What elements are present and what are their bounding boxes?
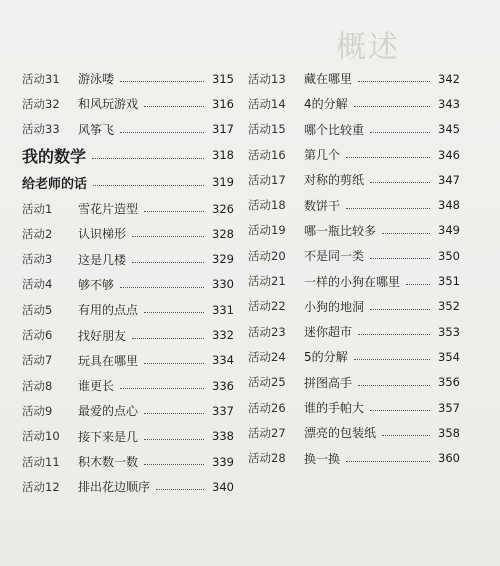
dot-leader bbox=[406, 284, 430, 285]
activity-title: 一样的小狗在哪里 bbox=[304, 274, 401, 289]
activity-number: 活动8 bbox=[22, 378, 53, 393]
page-number: 346 bbox=[438, 147, 460, 162]
activity-number: 活动20 bbox=[248, 248, 286, 263]
activity-number: 活动9 bbox=[22, 403, 53, 418]
section-title: 我的数学 bbox=[22, 146, 87, 166]
toc-entry bbox=[248, 370, 460, 395]
page-number: 354 bbox=[438, 349, 460, 364]
page-number: 349 bbox=[438, 223, 460, 238]
activity-title: 找好朋友 bbox=[78, 328, 127, 343]
activity-number: 活动26 bbox=[248, 400, 286, 415]
toc-entry bbox=[248, 117, 460, 142]
page-number: 353 bbox=[438, 324, 460, 339]
page-number: 345 bbox=[438, 122, 460, 137]
activity-number: 活动32 bbox=[22, 96, 60, 111]
activity-title: 游泳喽 bbox=[78, 72, 115, 87]
dot-leader bbox=[370, 258, 430, 259]
dot-leader bbox=[132, 338, 204, 339]
dot-leader bbox=[346, 461, 430, 462]
activity-number: 活动21 bbox=[248, 274, 286, 289]
page-number: 330 bbox=[212, 277, 234, 292]
activity-title: 玩具在哪里 bbox=[78, 353, 139, 368]
dot-leader bbox=[144, 106, 204, 107]
activity-title: 积木数一数 bbox=[78, 455, 139, 469]
activity-title: 接下来是几 bbox=[78, 429, 139, 444]
toc-entry bbox=[248, 218, 460, 243]
toc-entry bbox=[22, 221, 234, 246]
activity-number: 活动2 bbox=[22, 226, 53, 241]
page-number: 340 bbox=[212, 479, 234, 494]
activity-title: 雪花片造型 bbox=[78, 202, 139, 217]
dot-leader bbox=[144, 363, 204, 364]
activity-number: 活动19 bbox=[248, 223, 286, 238]
dot-leader bbox=[144, 439, 204, 440]
page-number: 358 bbox=[438, 425, 460, 440]
dot-leader bbox=[120, 81, 204, 82]
toc-entry bbox=[22, 348, 234, 373]
activity-number: 活动11 bbox=[22, 454, 60, 469]
dot-leader bbox=[144, 211, 204, 212]
page-number: 332 bbox=[212, 328, 234, 343]
activity-title: 谁的手帕大 bbox=[304, 401, 365, 415]
activity-number: 活动17 bbox=[248, 172, 286, 187]
page-number: 342 bbox=[438, 71, 460, 86]
activity-number: 活动24 bbox=[248, 349, 286, 364]
toc-entry bbox=[22, 91, 234, 116]
activity-title: 够不够 bbox=[78, 277, 115, 292]
toc-entry bbox=[22, 66, 234, 91]
page-number: 317 bbox=[212, 122, 234, 137]
activity-title: 换一换 bbox=[304, 451, 341, 466]
toc-entry bbox=[248, 192, 460, 217]
dot-leader bbox=[346, 208, 430, 209]
page-number: 319 bbox=[212, 175, 234, 190]
activity-title: 对称的剪纸 bbox=[304, 173, 365, 188]
toc-entry bbox=[248, 395, 460, 420]
toc-entry bbox=[22, 196, 234, 221]
toc-entry bbox=[248, 142, 460, 167]
activity-number: 活动13 bbox=[248, 71, 286, 86]
dot-leader bbox=[144, 312, 204, 313]
activity-number: 活动3 bbox=[22, 252, 53, 267]
page-number: 360 bbox=[438, 451, 460, 466]
activity-title: 4的分解 bbox=[304, 97, 348, 112]
toc-entry bbox=[248, 243, 460, 268]
dot-leader bbox=[370, 410, 430, 411]
activity-title: 小狗的地洞 bbox=[304, 299, 365, 314]
dot-leader bbox=[120, 287, 204, 288]
activity-number: 活动22 bbox=[248, 299, 286, 314]
activity-title: 漂亮的包装纸 bbox=[304, 426, 377, 441]
activity-title: 数饼干 bbox=[304, 198, 341, 213]
activity-title: 认识梯形 bbox=[78, 227, 127, 242]
dot-leader bbox=[132, 262, 204, 263]
dot-leader bbox=[156, 489, 204, 490]
page-number: 318 bbox=[212, 148, 234, 163]
toc-entry bbox=[22, 474, 234, 499]
dot-leader bbox=[354, 359, 430, 360]
dot-leader bbox=[144, 464, 204, 465]
toc-entry bbox=[248, 420, 460, 445]
activity-title: 迷你超市 bbox=[304, 325, 353, 340]
activity-title: 藏在哪里 bbox=[304, 72, 353, 87]
activity-number: 活动10 bbox=[22, 429, 60, 444]
toc-entry bbox=[248, 319, 460, 344]
page-number: 338 bbox=[212, 429, 234, 444]
page-number: 328 bbox=[212, 226, 234, 241]
toc-section-heading bbox=[22, 142, 234, 169]
dot-leader bbox=[120, 388, 204, 389]
activity-number: 活动23 bbox=[248, 324, 286, 339]
dot-leader bbox=[358, 81, 430, 82]
page-number: 331 bbox=[212, 302, 234, 317]
activity-title: 5的分解 bbox=[304, 350, 348, 365]
page-number: 329 bbox=[212, 252, 234, 267]
activity-number: 活动14 bbox=[248, 96, 286, 111]
activity-number: 活动33 bbox=[22, 122, 60, 137]
page-number: 343 bbox=[438, 96, 460, 111]
activity-number: 活动27 bbox=[248, 425, 286, 440]
toc-subsection-heading bbox=[22, 169, 234, 196]
toc-entry bbox=[248, 344, 460, 369]
activity-number: 活动31 bbox=[22, 71, 60, 86]
activity-number: 活动4 bbox=[22, 277, 53, 292]
dot-leader bbox=[358, 334, 430, 335]
page-number: 347 bbox=[438, 172, 460, 187]
dot-leader bbox=[92, 158, 204, 159]
dot-leader bbox=[370, 132, 430, 133]
page-number: 339 bbox=[212, 454, 234, 469]
activity-number: 活动1 bbox=[22, 201, 53, 216]
page-number: 350 bbox=[438, 248, 460, 263]
activity-number: 活动7 bbox=[22, 353, 53, 368]
dot-leader bbox=[144, 413, 204, 414]
activity-title: 风筝飞 bbox=[78, 122, 115, 137]
activity-number: 活动18 bbox=[248, 198, 286, 213]
dot-leader bbox=[382, 233, 430, 234]
dot-leader bbox=[354, 106, 430, 107]
toc-entry bbox=[22, 424, 234, 449]
page-number: 336 bbox=[212, 378, 234, 393]
section-title: 给老师的话 bbox=[22, 176, 88, 192]
page-number: 356 bbox=[438, 375, 460, 390]
page-number: 334 bbox=[212, 353, 234, 368]
dot-leader bbox=[358, 385, 430, 386]
toc-entry bbox=[248, 294, 460, 319]
toc-left-column bbox=[22, 66, 234, 499]
activity-number: 活动25 bbox=[248, 375, 286, 390]
dot-leader bbox=[370, 309, 430, 310]
toc-entry bbox=[248, 66, 460, 91]
toc-entry bbox=[248, 91, 460, 116]
activity-title: 最爱的点心 bbox=[78, 404, 139, 419]
toc-entry bbox=[22, 373, 234, 398]
page-number: 352 bbox=[438, 299, 460, 314]
activity-title: 哪一瓶比较多 bbox=[304, 223, 377, 238]
dot-leader bbox=[346, 157, 430, 158]
toc-right-column bbox=[248, 66, 460, 471]
dot-leader bbox=[93, 185, 204, 186]
activity-title: 和风玩游戏 bbox=[78, 97, 139, 112]
activity-title: 不是同一类 bbox=[304, 249, 365, 264]
toc-entry bbox=[22, 322, 234, 347]
activity-number: 活动12 bbox=[22, 479, 60, 494]
activity-title: 谁更长 bbox=[78, 379, 115, 394]
toc-entry bbox=[22, 117, 234, 142]
dot-leader bbox=[132, 236, 204, 237]
activity-title: 有用的点点 bbox=[78, 303, 139, 318]
toc-entry bbox=[22, 297, 234, 322]
page-number: 348 bbox=[438, 198, 460, 213]
page-number: 315 bbox=[212, 71, 234, 86]
activity-title: 哪个比较重 bbox=[304, 122, 365, 137]
activity-number: 活动28 bbox=[248, 451, 286, 466]
dot-leader bbox=[382, 435, 430, 436]
activity-title: 排出花边顺序 bbox=[78, 480, 151, 495]
page-number: 351 bbox=[438, 274, 460, 289]
page-number: 326 bbox=[212, 201, 234, 216]
activity-number: 活动5 bbox=[22, 302, 53, 317]
toc-entry bbox=[248, 167, 460, 192]
activity-number: 活动6 bbox=[22, 328, 53, 343]
activity-title: 第几个 bbox=[304, 148, 341, 163]
dot-leader bbox=[120, 132, 204, 133]
activity-number: 活动15 bbox=[248, 122, 286, 137]
page-number: 337 bbox=[212, 403, 234, 418]
toc-entry bbox=[248, 268, 460, 293]
dot-leader bbox=[370, 182, 430, 183]
toc-entry bbox=[248, 445, 460, 470]
toc-entry bbox=[22, 246, 234, 271]
page-header-title: 概述 bbox=[336, 30, 400, 65]
page-number: 357 bbox=[438, 400, 460, 415]
toc-entry bbox=[22, 449, 234, 474]
toc-entry bbox=[22, 272, 234, 297]
toc-entry bbox=[22, 398, 234, 423]
activity-title: 拼图高手 bbox=[304, 375, 353, 390]
activity-number: 活动16 bbox=[248, 147, 286, 162]
activity-title: 这是几楼 bbox=[78, 252, 127, 267]
page-number: 316 bbox=[212, 96, 234, 111]
